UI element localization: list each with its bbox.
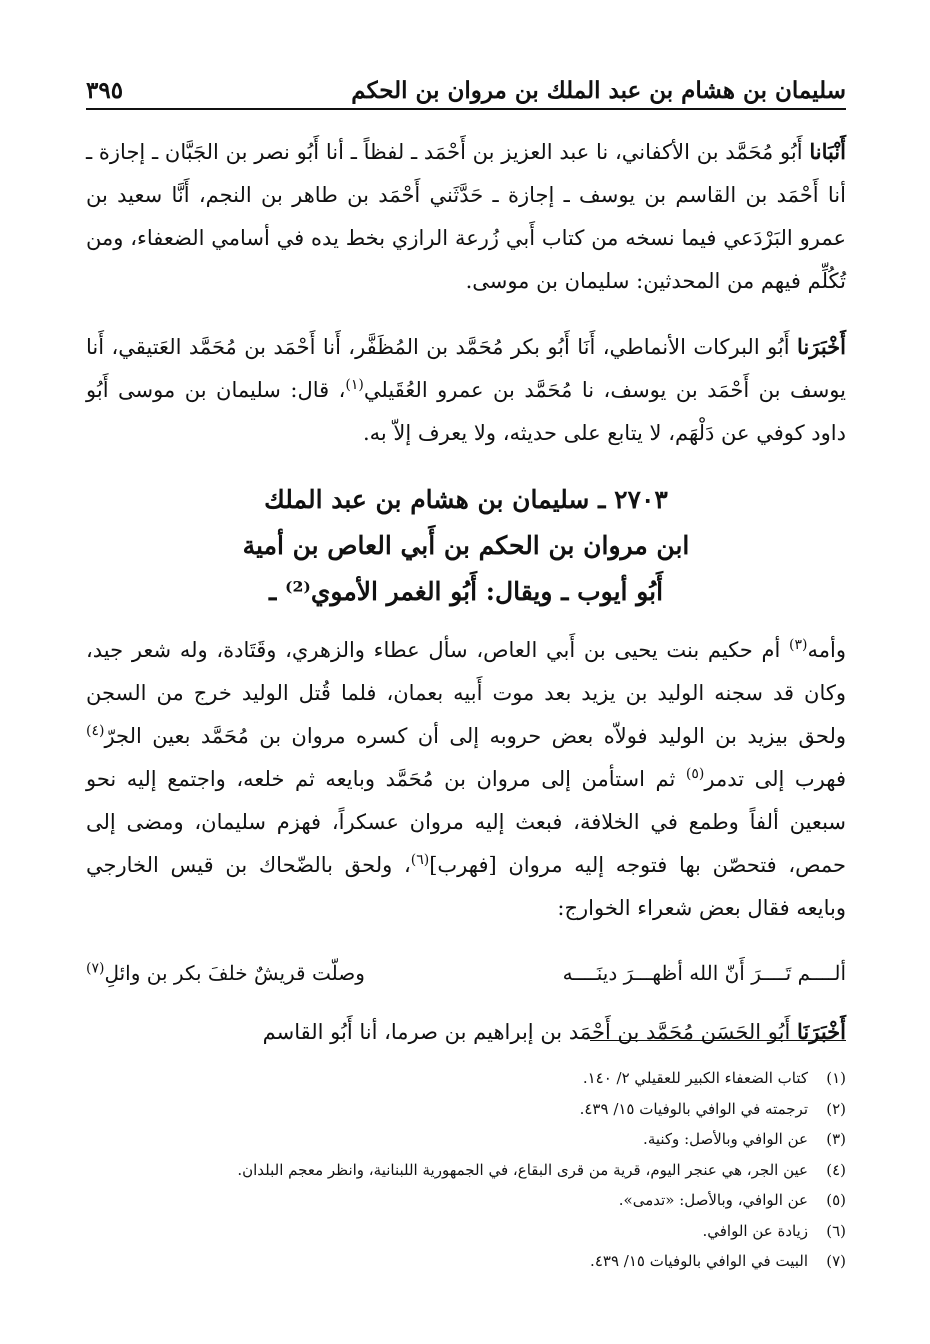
poem-second-hemistich-text: وصلّت قريشٌ خلفَ بكر بن وائلِ	[104, 961, 365, 985]
footnote-text: ترجمته في الوافي بالوفيات ١٥/ ٤٣٩.	[579, 1099, 808, 1118]
biography-paragraph	[86, 629, 846, 930]
footnote-rule	[590, 1040, 846, 1041]
biography-title-line-1: ٢٧٠٣ ـ سليمان بن هشام بن عبد الملك	[264, 485, 668, 514]
paragraph-text: ثم استأمن إلى مروان بن مُحَمَّد وبايعه ثم خلعه، واجتمع إليه نحو سبعين ألفاً وطمع في الخلافة، فبعث إليه مروان عسكراً، فهزم سليمان، ومضى إلى حمص، فتحصّن بها فتوجه إليه مروان [فهرب]	[86, 767, 847, 877]
footnote-number: (٣)	[826, 1130, 846, 1148]
footnote-text: زيادة عن الوافي.	[702, 1221, 808, 1240]
page-number: ٣٩٥	[86, 77, 124, 104]
main-text	[86, 130, 846, 1076]
paragraph-text: أَبُو البركات الأنماطي، أَنَا أَبُو بكر مُحَمَّد بن المُظَفَّر، أَنا أَحْمَد بن مُحَمَّد العَتيقي، أَنا يوسف بن أَحْمَد بن يوسف، نا مُحَمَّد بن عمرو العُقَيلي	[86, 335, 846, 402]
poem-second-hemistich	[86, 952, 365, 994]
footnote-text: البيت في الوافي بالوفيات ١٥/ ٤٣٩.	[590, 1252, 808, 1270]
footnote-ref-5[interactable]: (٥)	[685, 766, 705, 782]
footnote-item	[86, 1216, 846, 1247]
footnote-text: كتاب الضعفاء الكبير للعقيلي ٢/ ١٤٠.	[582, 1069, 808, 1087]
footnote-number: (٧)	[826, 1252, 846, 1270]
footnote-item	[86, 1155, 846, 1186]
footnote-text: عن الوافي وبالأصل: وكنية.	[643, 1130, 808, 1148]
paragraph-text: أَبُو الحَسَن مُحَمَّد بن أَحْمَد بن إبراهيم بن صرما، أنا أَبُو القاسم	[262, 1020, 798, 1044]
paragraph-text: ، ولحق بالضّحاك بن قيس الخارجي وبايعه فقال بعض شعراء الخوارج:	[86, 853, 846, 920]
footnote-item	[86, 1094, 846, 1125]
isnad-paragraph-3	[86, 1010, 846, 1054]
footnote-number: (٤)	[826, 1160, 846, 1179]
footnote-number: (٥)	[826, 1191, 846, 1209]
footnote-ref-1[interactable]: (١)	[345, 377, 364, 393]
paragraph-text: فهرب إلى تدمر	[704, 767, 846, 791]
biography-title-line-3: أَبُو أيوب ـ ويقال: أَبُو الغمر الأموي⁽²⁾ ـ	[268, 577, 664, 606]
footnote-item	[86, 1185, 846, 1216]
isnad-paragraph-2	[86, 325, 846, 455]
header-rule	[86, 108, 846, 110]
footnote-item	[86, 1246, 846, 1277]
paragraph-text: ، قال: سليمان بن موسى أَبُو داود كوفي عن دَلْهَم، لا يتابع على حديثه، ولا يعرف إلاّ به.	[86, 378, 846, 445]
footnote-ref-6[interactable]: (٦)	[410, 852, 430, 868]
running-title: سليمان بن هشام بن عبد الملك بن مروان بن الحكم	[351, 77, 846, 104]
poem-verse	[86, 952, 846, 994]
paragraph-text: أم حكيم بنت يحيى بن أَبي العاص، سأل عطاء والزهري، وقَتَادة، وله شعر جيد، وكان قد سجنه الوليد بن يزيد بعد موت أَبيه بعمان، فلما قُتل الوليد خرج من السجن ولحق بيزيد بن الوليد فولاّه بعض حروبه إلى أن كسره مروان بن مُحَمَّد بعين الجرّ	[86, 638, 846, 748]
footnote-text: عن الوافي، وبالأصل: «تدمى».	[618, 1191, 808, 1209]
isnad-paragraph-1	[86, 130, 846, 303]
paragraph-lead-word: أَخْبَرَنا	[797, 334, 846, 359]
footnote-number: (٢)	[826, 1099, 846, 1118]
footnote-ref-4[interactable]: (٤)	[86, 723, 105, 739]
paragraph-lead-word: أَخْبَرَنَا	[797, 1019, 846, 1044]
footnote-item	[86, 1124, 846, 1155]
footnote-ref-3[interactable]: (٣)	[789, 637, 808, 653]
footnote-number: (٦)	[826, 1221, 846, 1240]
footnote-item	[86, 1063, 846, 1094]
footnote-ref-7[interactable]: (٧)	[86, 960, 105, 977]
footnotes	[86, 1063, 846, 1277]
running-header	[86, 64, 846, 104]
paragraph-text: أَبُو مُحَمَّد بن الأكفاني، نا عبد العزيز بن أَحْمَد ـ لفظاً ـ أنا أَبُو نصر بن الجَبَّان ـ إجازة ـ أنا أَحْمَد بن القاسم بن يوسف ـ إجازة ـ حَدَّثَني أَحْمَد بن طاهر بن النجم، أَنَّا سعيد بن عمرو البَرْدَعي فيما نسخه من كتاب أَبي زُرعة الرازي بخط يده في أسامي الضعفاء، ومن تُكُلِّم فيهم من المحدثين: سليمان بن موسى.	[86, 140, 846, 293]
footnote-text: عين الجر، هي عنجر اليوم، قرية من قرى البقاع، في الجمهورية اللبنانية، وانظر معجم البلدان.	[237, 1160, 808, 1179]
poem-first-hemistich: ألــــم تَــــرَ أَنّ الله أظهـــرَ دينَــــه	[562, 961, 846, 985]
footnote-number: (١)	[826, 1069, 846, 1087]
biography-title-line-2: ابن مروان بن الحكم بن أَبي العاص بن أمية	[242, 531, 690, 560]
biography-title	[86, 477, 846, 615]
paragraph-lead-word: أَنْبَانا	[809, 139, 846, 164]
paragraph-text: وأمه	[807, 638, 846, 662]
